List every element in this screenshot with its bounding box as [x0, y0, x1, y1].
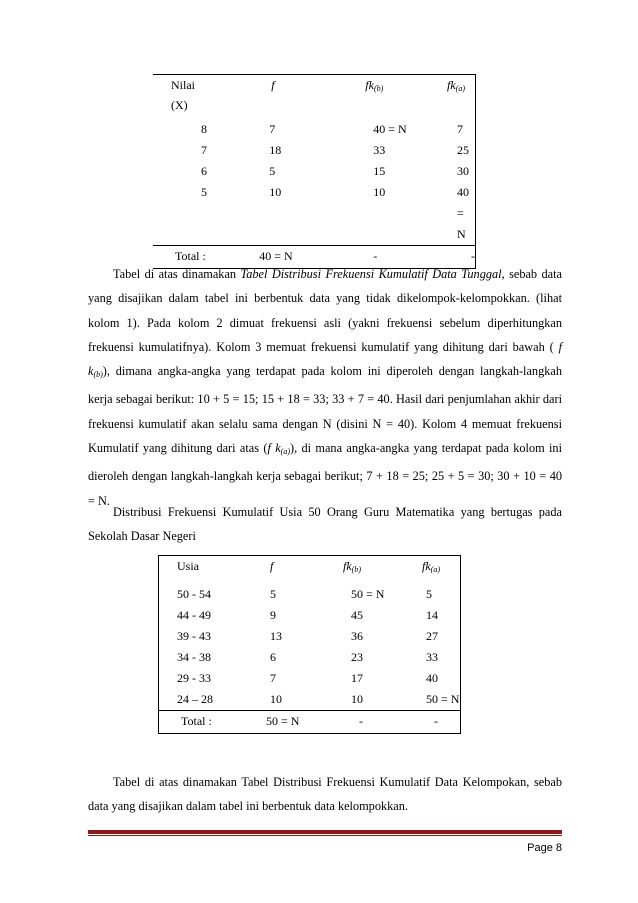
cell-fkb: 23 [351, 650, 363, 664]
col-header-usia: Usia [159, 556, 263, 585]
cell-usia: 39 - 43 [177, 629, 211, 643]
cell-fka: 7 [457, 122, 463, 136]
total-fkb: - [331, 246, 421, 269]
cell-fka: 30 [457, 164, 469, 178]
table-row [153, 182, 476, 246]
table-header-row [159, 556, 461, 585]
cell-fkb: 40 = N [373, 122, 407, 136]
explanation-paragraph-grouped [88, 770, 562, 819]
cell-f: 5 [269, 164, 276, 178]
table-row [153, 119, 476, 140]
table-row [159, 626, 461, 647]
col-header-fka: $fk_{(a)}$ [447, 78, 465, 93]
cell-f: 18 [269, 143, 282, 157]
total-fka: - [421, 246, 476, 269]
cell-fka: 25 [457, 143, 469, 157]
cell-f: 7 [269, 122, 276, 136]
total-label: Total : [159, 711, 263, 734]
cell-usia: 24 – 28 [177, 692, 213, 706]
table-name-italic: Tabel Distribusi Frekuensi Kumulatif Data Tunggal [240, 267, 502, 281]
table-total-row [159, 711, 461, 734]
math-fk: f k [267, 441, 281, 456]
total-fka: - [416, 711, 461, 734]
cell-f: 6 [270, 650, 276, 664]
total-f: 40 = N [231, 246, 331, 269]
cell-fka: 50 = N [426, 692, 460, 706]
cell-usia: 44 - 49 [177, 608, 211, 622]
cell-f: 5 [270, 587, 276, 601]
cell-fkb: 33 [373, 143, 386, 157]
cell-usia: 50 - 54 [177, 587, 211, 601]
total-label: Total : [153, 246, 231, 269]
text-run: Tabel di atas dinamakan [113, 267, 241, 281]
text-run: ), dimana angka-angka yang terdapat pada kolom ini diperoleh dengan langkah-langkah kerja sebagai berikut: 10 + 5 = 15; 15 + 18 = 33; 33 + 7 = 40. Hasil dari penjumlahan akhir dari frekuensi kumulatif akan selalu sama dengan N (disini N = 40). Kolom 4 memuat frekuensi Kumulatif yang dihitung dari atas ( [88, 364, 562, 456]
cumulative-frequency-table-single [153, 74, 476, 269]
caption-text: Distribusi Frekuensi Kumulatif Usia 50 Orang Guru Matematika yang bertugas pada Sekolah Dasar Negeri [88, 505, 562, 544]
cell-nilai: 7 [201, 143, 207, 157]
footer-rule-thin [88, 835, 562, 836]
table-caption-grouped [88, 500, 562, 549]
cell-f: 7 [270, 671, 276, 685]
math-sub-a: (a) [280, 447, 290, 457]
cell-fka: 40 [426, 671, 438, 685]
cell-usia: 34 - 38 [177, 650, 211, 664]
cell-fkb: 50 = N [351, 587, 385, 601]
table-row [159, 605, 461, 626]
cell-f: 13 [270, 629, 282, 643]
table-row [159, 668, 461, 689]
cell-fka: 33 [426, 650, 438, 664]
col-header-fka: $fk_{(a)}$ [416, 556, 461, 585]
table-row [153, 161, 476, 182]
cell-nilai: 5 [201, 185, 207, 199]
cell-f: 10 [270, 692, 282, 706]
cell-fka: 27 [426, 629, 438, 643]
math-fk: f k [88, 339, 562, 379]
cumulative-frequency-table-grouped [158, 555, 461, 734]
cell-fkb: 10 [373, 185, 386, 199]
cell-fkb: 36 [351, 629, 363, 643]
footer-rule [88, 830, 562, 834]
col-header-f: f [271, 78, 275, 92]
col-header-nilai: Nilai (X) [171, 78, 195, 112]
cell-fkb: 10 [351, 692, 363, 706]
page-number: Page 8 [527, 842, 562, 854]
cell-f: 10 [269, 185, 282, 199]
cell-fkb: 15 [373, 164, 386, 178]
cell-fka: 5 [426, 587, 432, 601]
cell-usia: 29 - 33 [177, 671, 211, 685]
cell-fka: 14 [426, 608, 438, 622]
col-header-f: f [262, 556, 335, 585]
col-header-fkb: $fk_{(b)}$ [365, 78, 384, 93]
explanation-paragraph-single [88, 262, 562, 513]
cell-f: 9 [270, 608, 276, 622]
math-sub-b: (b) [93, 370, 103, 380]
text-run: , sebab data yang disajikan dalam tabel ini berbentuk data yang tidak dikelompok-kelompokkan. (lihat kolom 1). Pada kolom 2 dimuat frekuensi asli (yakni frekuensi sebelum diperhitungkan frekuensi kumulatifnya). Kolom 3 memuat frekuensi kumulatif yang dihitung dari bawah ( [88, 267, 562, 354]
cell-fkb: 45 [351, 608, 363, 622]
text-run: ), di mana angka-angka yang terdapat pada kolom ini dieroleh dengan langkah-langkah kerja sebagai berikut; 7 + 18 = 25; 25 + 5 = 30; 30 + 10 = 40 = N. [88, 441, 562, 508]
total-fkb: - [335, 711, 416, 734]
table-row [159, 584, 461, 605]
table-row [159, 647, 461, 668]
table-row [153, 140, 476, 161]
table-header-row [153, 75, 476, 120]
cell-nilai: 8 [201, 122, 207, 136]
total-f: 50 = N [262, 711, 335, 734]
cell-nilai: 6 [201, 164, 207, 178]
paragraph-text: Tabel di atas dinamakan Tabel Distribusi Frekuensi Kumulatif Data Kelompokan, sebab data yang disajikan dalam tabel ini berbentuk data kelompokkan. [88, 775, 562, 814]
cell-fka: 40 = N [457, 185, 469, 241]
cell-fkb: 17 [351, 671, 363, 685]
table-row [159, 689, 461, 711]
col-header-fkb: $fk_{(b)}$ [335, 556, 416, 585]
